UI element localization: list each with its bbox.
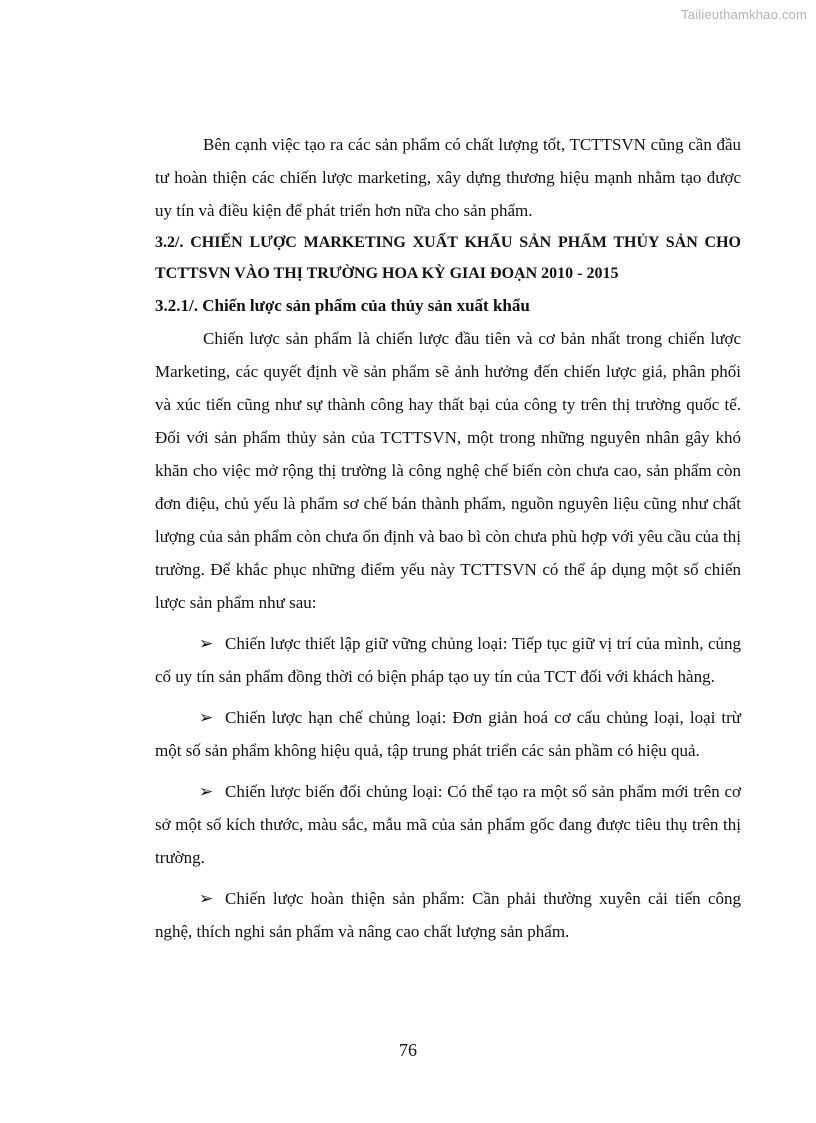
arrow-bullet-icon: ➢	[199, 634, 214, 653]
bullet-text: Chiến lược hạn chế chủng loại: Đơn giản hoá cơ cấu chủng loại, loại trừ một số sản phẩm không hiệu quả, tập trung phát triển các sản phầm có hiệu quả.	[155, 708, 741, 760]
arrow-bullet-icon: ➢	[199, 708, 214, 727]
bullet-item	[155, 701, 741, 767]
bullet-text: Chiến lược hoàn thiện sản phẩm: Cần phải thường xuyên cải tiến công nghệ, thích nghi sản phẩm và nâng cao chất lượng sản phẩm.	[155, 889, 741, 941]
section-heading: 3.2/. CHIẾN LƯỢC MARKETING XUẤT KHẨU SẢN PHẨM THỦY SẢN CHO TCTTSVN VÀO THỊ TRƯỜNG HOA KỲ GIAI ĐOẠN 2010 - 2015	[155, 234, 741, 282]
document-body	[155, 128, 741, 948]
bullet-item	[155, 627, 741, 693]
bullet-item	[155, 775, 741, 874]
bullet-text: Chiến lược biến đổi chủng loại: Có thể tạo ra một số sản phẩm mới trên cơ sở một số kích thước, màu sắc, mẫu mã của sản phẩm gốc đang được tiêu thụ trên thị trường.	[155, 782, 741, 867]
watermark-text: Tailieuthamkhao.com	[681, 7, 807, 22]
arrow-bullet-icon: ➢	[199, 782, 214, 801]
bullet-text: Chiến lược thiết lập giữ vững chủng loại: Tiếp tục giữ vị trí của mình, củng cố uy tín sản phẩm đồng thời có biện pháp tạo uy tín của TCT đối với khách hàng.	[155, 634, 741, 686]
body-paragraph: Chiến lược sản phẩm là chiến lược đầu tiên và cơ bản nhất trong chiến lược Marketing, các quyết định về sản phẩm sẽ ảnh hưởng đến chiến lược giá, phân phối và xúc tiến cũng như sự thành công hay thất bại của công ty trên thị trường quốc tế. Đối với sản phẩm thủy sản của TCTTSVN, một trong những nguyên nhân gây khó khăn cho việc mở rộng thị trường là công nghệ chế biến còn chưa cao, sản phẩm còn đơn điệu, chủ yếu là phẩm sơ chế bán thành phẩm, nguồn nguyên liệu cũng như chất lượng của sản phẩm còn chưa ổn định và bao bì còn chưa phù hợp với yêu cầu của thị trường. Để khắc phục những điểm yếu này TCTTSVN có thể áp dụng một số chiến lược sản phẩm như sau:	[155, 329, 741, 612]
bullet-item	[155, 882, 741, 948]
subsection-heading: 3.2.1/. Chiến lược sản phẩm của thủy sản xuất khẩu	[155, 296, 530, 315]
page-number: 76	[399, 1040, 417, 1060]
intro-paragraph: Bên cạnh việc tạo ra các sản phẩm có chất lượng tốt, TCTTSVN cũng cần đầu tư hoàn thiện các chiến lược marketing, xây dựng thương hiệu mạnh nhằm tạo được uy tín và điều kiện để phát triển hơn nữa cho sản phẩm.	[155, 135, 741, 220]
arrow-bullet-icon: ➢	[199, 889, 214, 908]
